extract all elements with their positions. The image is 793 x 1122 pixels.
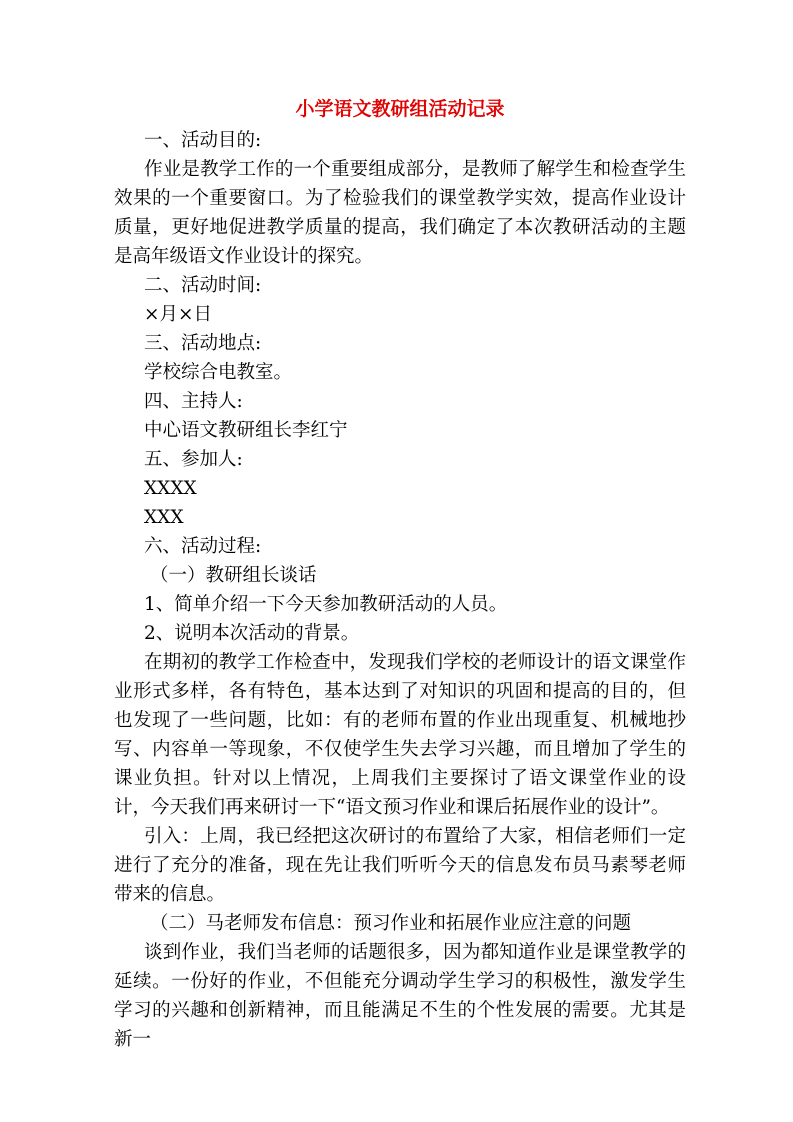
section-heading-purpose: 一、活动目的: xyxy=(144,130,262,151)
subsection-heading-1: （一）教研组长谈话 xyxy=(150,565,317,586)
section-heading-time: 二、活动时间: xyxy=(144,275,262,296)
participant-1: XXXX xyxy=(144,478,197,499)
section-heading-process: 六、活动过程: xyxy=(144,536,262,557)
document-title: 小学语文教研组活动记录 xyxy=(295,98,505,120)
paragraph-background: 在期初的教学工作检查中，发现我们学校的老师设计的语文课堂作业形式多样，各有特色，基本达到了对知识的巩固和提高的目的，但也发现了一些问题，比如：有的老师布置的作业出现重复、机械地抄写、内容单一等现象，不仅使学生失去学习兴趣，而且增加了学生的课业负担。针对以上情况，上周我们主要探讨了语文课堂作业的设计，今天我们再来研讨一下“语文预习作业和课后拓展作业的设计”。 xyxy=(114,652,686,818)
paragraph-purpose: 作业是教学工作的一个重要组成部分，是教师了解学生和检查学生效果的一个重要窗口。为了检验我们的课堂教学实效，提高作业设计质量，更好地促进教学质量的提高，我们确定了本次教研活动的主题是高年级语文作业设计的探究。 xyxy=(114,159,686,267)
section-heading-location: 三、活动地点: xyxy=(144,333,262,354)
subsection-heading-2: （二）马老师发布信息：预习作业和拓展作业应注意的问题 xyxy=(150,913,632,934)
paragraph-introduction: 引入：上周，我已经把这次研讨的布置给了大家，相信老师们一定进行了充分的准备，现在先让我们听听今天的信息发布员马素琴老师带来的信息。 xyxy=(114,826,686,905)
activity-location: 学校综合电教室。 xyxy=(144,362,293,383)
paragraph-homework: 谈到作业，我们当老师的话题很多，因为都知道作业是课堂教学的延续。一份好的作业，不但能充分调动学生学习的积极性，激发学生学习的兴趣和创新精神，而且能满足不生的个性发展的需要。尤其是新一 xyxy=(114,942,686,1050)
list-item-1: 1、简单介绍一下今天参加教研活动的人员。 xyxy=(144,594,508,615)
participant-2: XXX xyxy=(144,507,184,528)
section-heading-participants: 五、参加人: xyxy=(144,449,243,470)
section-heading-host: 四、主持人: xyxy=(144,391,243,412)
list-item-2: 2、说明本次活动的背景。 xyxy=(144,623,360,644)
document-body xyxy=(114,92,686,1054)
activity-host: 中心语文教研组长李红宁 xyxy=(144,420,348,441)
activity-date: ×月×日 xyxy=(144,304,213,325)
